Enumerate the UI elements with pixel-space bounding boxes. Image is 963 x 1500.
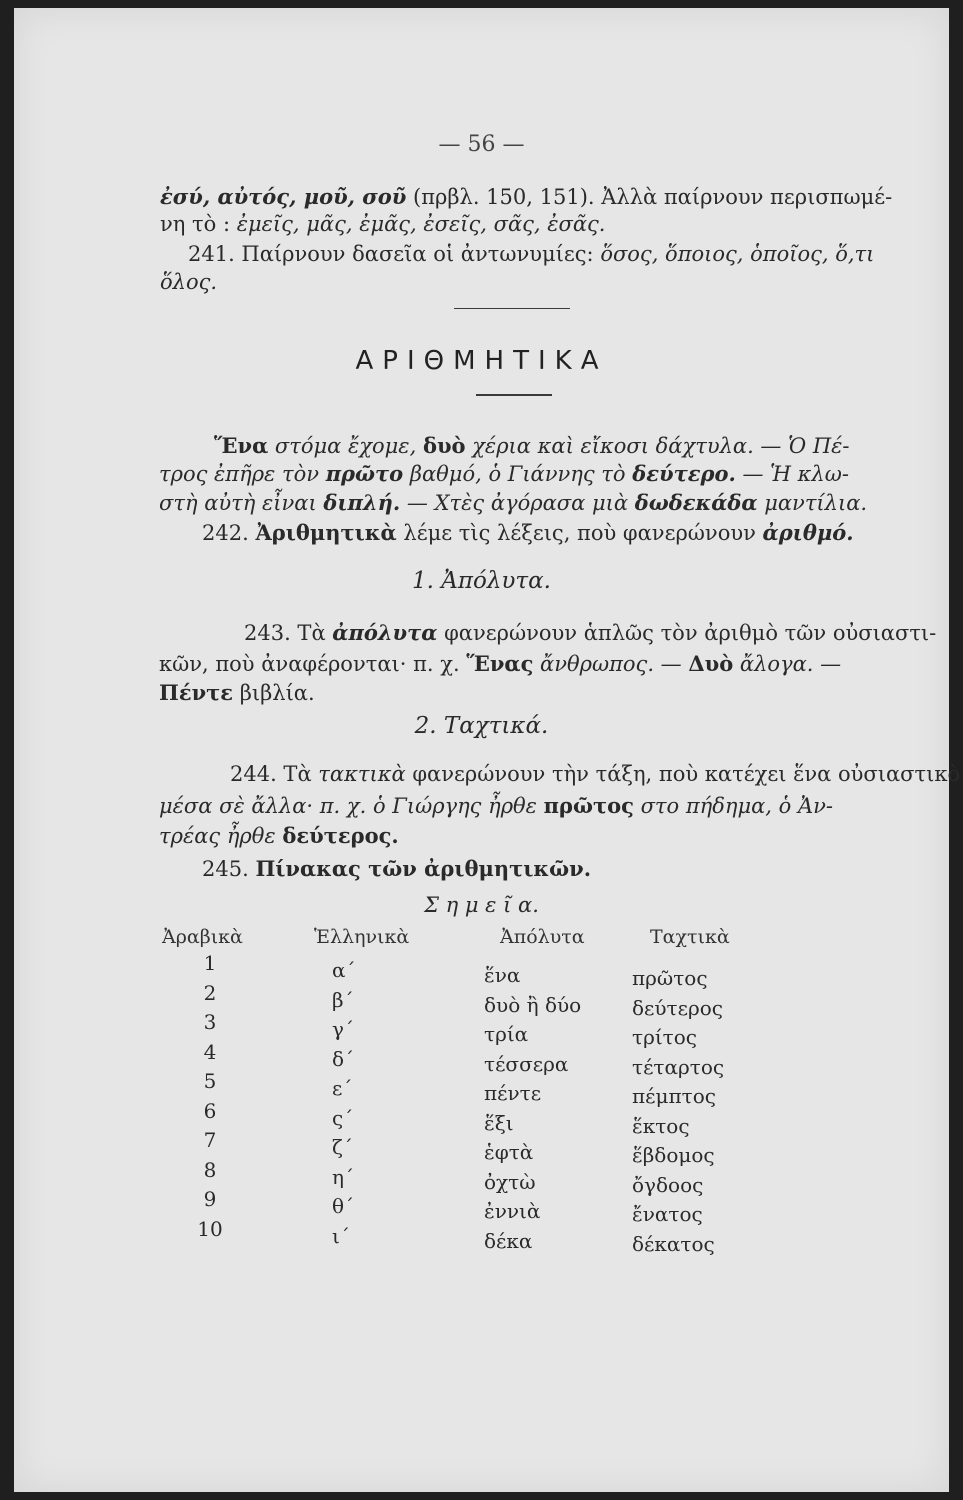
arabic-column: [180, 951, 240, 1246]
text-line: [230, 762, 960, 786]
text-line: [160, 184, 892, 209]
heading-underline: [476, 394, 552, 396]
table-cell: θ΄: [332, 1194, 355, 1218]
bold-word: πρῶτο: [325, 461, 404, 486]
bold-word: δεύτερος.: [282, 823, 399, 848]
table-cell: 7: [203, 1128, 217, 1152]
text-line: ὅλος.: [160, 270, 218, 294]
column-header-arabic: Ἀραβικὰ: [162, 926, 243, 948]
table-caption: Σ η μ ε ῖ α.: [424, 893, 539, 917]
italic-pronouns: ἐμεῖς, μᾶς, ἐμᾶς, ἐσεῖς, σᾶς, ἐσᾶς.: [236, 212, 606, 236]
table-cell: β΄: [332, 987, 354, 1012]
text-line: [159, 793, 833, 818]
text-span: φανερώνουν ἁπλῶς τὸν ἀριθμὸ τῶν οὐσιαστι-: [437, 621, 937, 645]
text-span: στόμα ἔχομε,: [268, 434, 423, 458]
bold-word: διπλή.: [323, 490, 401, 515]
bold-word: δυὸ: [422, 433, 466, 458]
text-line: [160, 212, 605, 236]
text-span: ἄνθρωπος. —: [533, 652, 689, 676]
table-cell: τρία: [484, 1022, 529, 1046]
text-span: στὴ αὐτὴ εἶναι: [159, 491, 324, 515]
italic-pronouns: ἐσύ, αὐτός, μοῦ, σοῦ: [160, 184, 407, 209]
table-cell: πέμπτος: [632, 1084, 716, 1108]
column-header-cardinal: Ἀπόλυτα: [500, 926, 585, 948]
table-cell: 2: [203, 980, 217, 1005]
table-cell: 1: [203, 951, 217, 975]
bold-word: Δυὸ: [688, 651, 734, 676]
table-cell: πρῶτος: [632, 966, 708, 990]
subsection-title: 1. Ἀπόλυτα.: [412, 568, 551, 594]
table-cell: τρίτος: [632, 1025, 697, 1049]
ordinal-column: [632, 966, 724, 1261]
text-line: [202, 856, 591, 881]
text-line: [188, 242, 874, 266]
bold-word: πρῶτος: [543, 793, 634, 818]
text-span: βιβλία.: [233, 681, 315, 705]
subsection-title: 2. Ταχτικά.: [414, 713, 549, 739]
cardinal-column: [484, 963, 581, 1258]
text-span: 242.: [202, 521, 256, 545]
text-line: [159, 651, 841, 676]
bold-word: Ἕνας: [466, 651, 534, 676]
column-header-ordinal: Ταχτικὰ: [650, 926, 730, 948]
text-span: μέσα σὲ ἄλλα· π. χ. ὁ Γιώργης ἦρθε: [159, 794, 544, 818]
text-span: κῶν, ποὺ ἀναφέρονται· π. χ.: [159, 652, 467, 676]
bold-word: Ἀριθμητικὰ: [255, 520, 397, 545]
bold-word: Πέντε: [159, 680, 234, 705]
page-number: — 56 —: [438, 132, 525, 157]
table-cell: ἑφτὰ: [484, 1140, 534, 1164]
table-cell: 3: [203, 1010, 217, 1034]
text-line: [159, 680, 315, 705]
text-span: (πρβλ. 150, 151). Ἀλλὰ παίρνουν περισπωμέ-: [406, 185, 893, 209]
table-cell: ἕκτος: [632, 1113, 690, 1138]
text-span: λέμε τὶς λέξεις, ποὺ φανερώνουν: [396, 521, 763, 545]
table-cell: η΄: [332, 1164, 354, 1189]
book-page: [14, 8, 961, 1492]
text-line: [159, 461, 849, 486]
text-span: τρέας ἦρθε: [159, 824, 283, 848]
text-span: βαθμό, ὁ Γιάννης τὸ: [403, 462, 633, 486]
table-cell: δ΄: [332, 1046, 355, 1071]
table-cell: γ΄: [332, 1017, 354, 1041]
text-line: [214, 433, 850, 458]
text-span: ἄλογα. —: [733, 652, 842, 676]
table-cell: δυὸ ἢ δύο: [484, 992, 582, 1017]
text-span: 243. Τὰ: [244, 621, 333, 645]
text-span: τρος ἐπῆρε τὸν: [159, 462, 326, 486]
text-span: φανερώνουν τὴν τάξη, ποὺ κατέχει ἕνα οὐσιαστικὸ: [405, 762, 961, 786]
text-span: μαντίλια.: [757, 491, 868, 515]
table-cell: τέσσερα: [484, 1051, 569, 1076]
text-span: νη τὸ :: [160, 212, 237, 236]
text-span: — Χτὲς ἀγόρασα μιὰ: [400, 491, 635, 515]
text-line: [159, 490, 867, 515]
table-cell: 10: [197, 1216, 223, 1241]
table-cell: 4: [203, 1039, 217, 1064]
text-line: [244, 620, 936, 645]
bold-word: ἀπόλυτα: [332, 620, 438, 645]
greek-column: [332, 958, 356, 1253]
text-span: χέρια καὶ εἴκοσι δάχτυλα. — Ὁ Πέ-: [465, 434, 850, 458]
section-heading: ΑΡΙΘΜΗΤΙΚΑ: [355, 346, 608, 376]
table-cell: πέντε: [484, 1081, 542, 1105]
table-cell: δέκατος: [632, 1231, 715, 1256]
text-span: 245.: [202, 857, 256, 881]
table-cell: δέκα: [484, 1228, 533, 1253]
italic-pronouns: ὅσος, ὅποιος, ὁποῖος, ὅ,τι: [600, 242, 875, 266]
table-cell: 5: [203, 1069, 217, 1093]
table-cell: ἕνα: [484, 963, 521, 987]
text-line: [202, 520, 854, 545]
table-cell: ι΄: [332, 1223, 350, 1248]
table-cell: δεύτερος: [632, 995, 723, 1020]
table-cell: ὀχτὼ: [484, 1169, 536, 1194]
table-cell: ὄγδοος: [632, 1172, 704, 1197]
text-span: 244. Τὰ: [230, 762, 319, 786]
column-header-greek: Ἑλληνικὰ: [314, 926, 410, 948]
text-span: — Ἡ κλω-: [735, 462, 849, 486]
table-cell: 6: [203, 1098, 217, 1123]
bold-word: ἀριθμό.: [762, 520, 854, 545]
table-cell: ζ΄: [332, 1135, 353, 1159]
table-cell: ἐννιὰ: [484, 1199, 541, 1223]
table-cell: ε΄: [332, 1076, 353, 1100]
table-cell: ἕξι: [484, 1110, 514, 1135]
bold-word: Ἕνα: [214, 433, 269, 458]
table-cell: 8: [203, 1157, 217, 1182]
text-span: 241. Παίρνουν δασεῖα οἱ ἀντωνυμίες:: [188, 242, 601, 266]
text-line: [159, 823, 399, 848]
table-title: Πίνακας τῶν ἀριθμητικῶν.: [255, 856, 592, 881]
table-cell: ἔνατος: [632, 1202, 703, 1226]
table-cell: 9: [203, 1187, 217, 1211]
bold-word: δωδεκάδα: [634, 490, 758, 515]
separator-rule: [454, 308, 570, 309]
table-cell: ς΄: [332, 1105, 354, 1130]
italic-word: τακτικὰ: [318, 762, 406, 786]
table-cell: ἕβδομος: [632, 1143, 715, 1167]
text-span: στο πήδημα, ὁ Ἀν-: [633, 794, 833, 818]
table-cell: α΄: [332, 958, 356, 982]
bold-word: δεύτερο.: [632, 461, 736, 486]
table-cell: τέταρτος: [632, 1054, 725, 1079]
